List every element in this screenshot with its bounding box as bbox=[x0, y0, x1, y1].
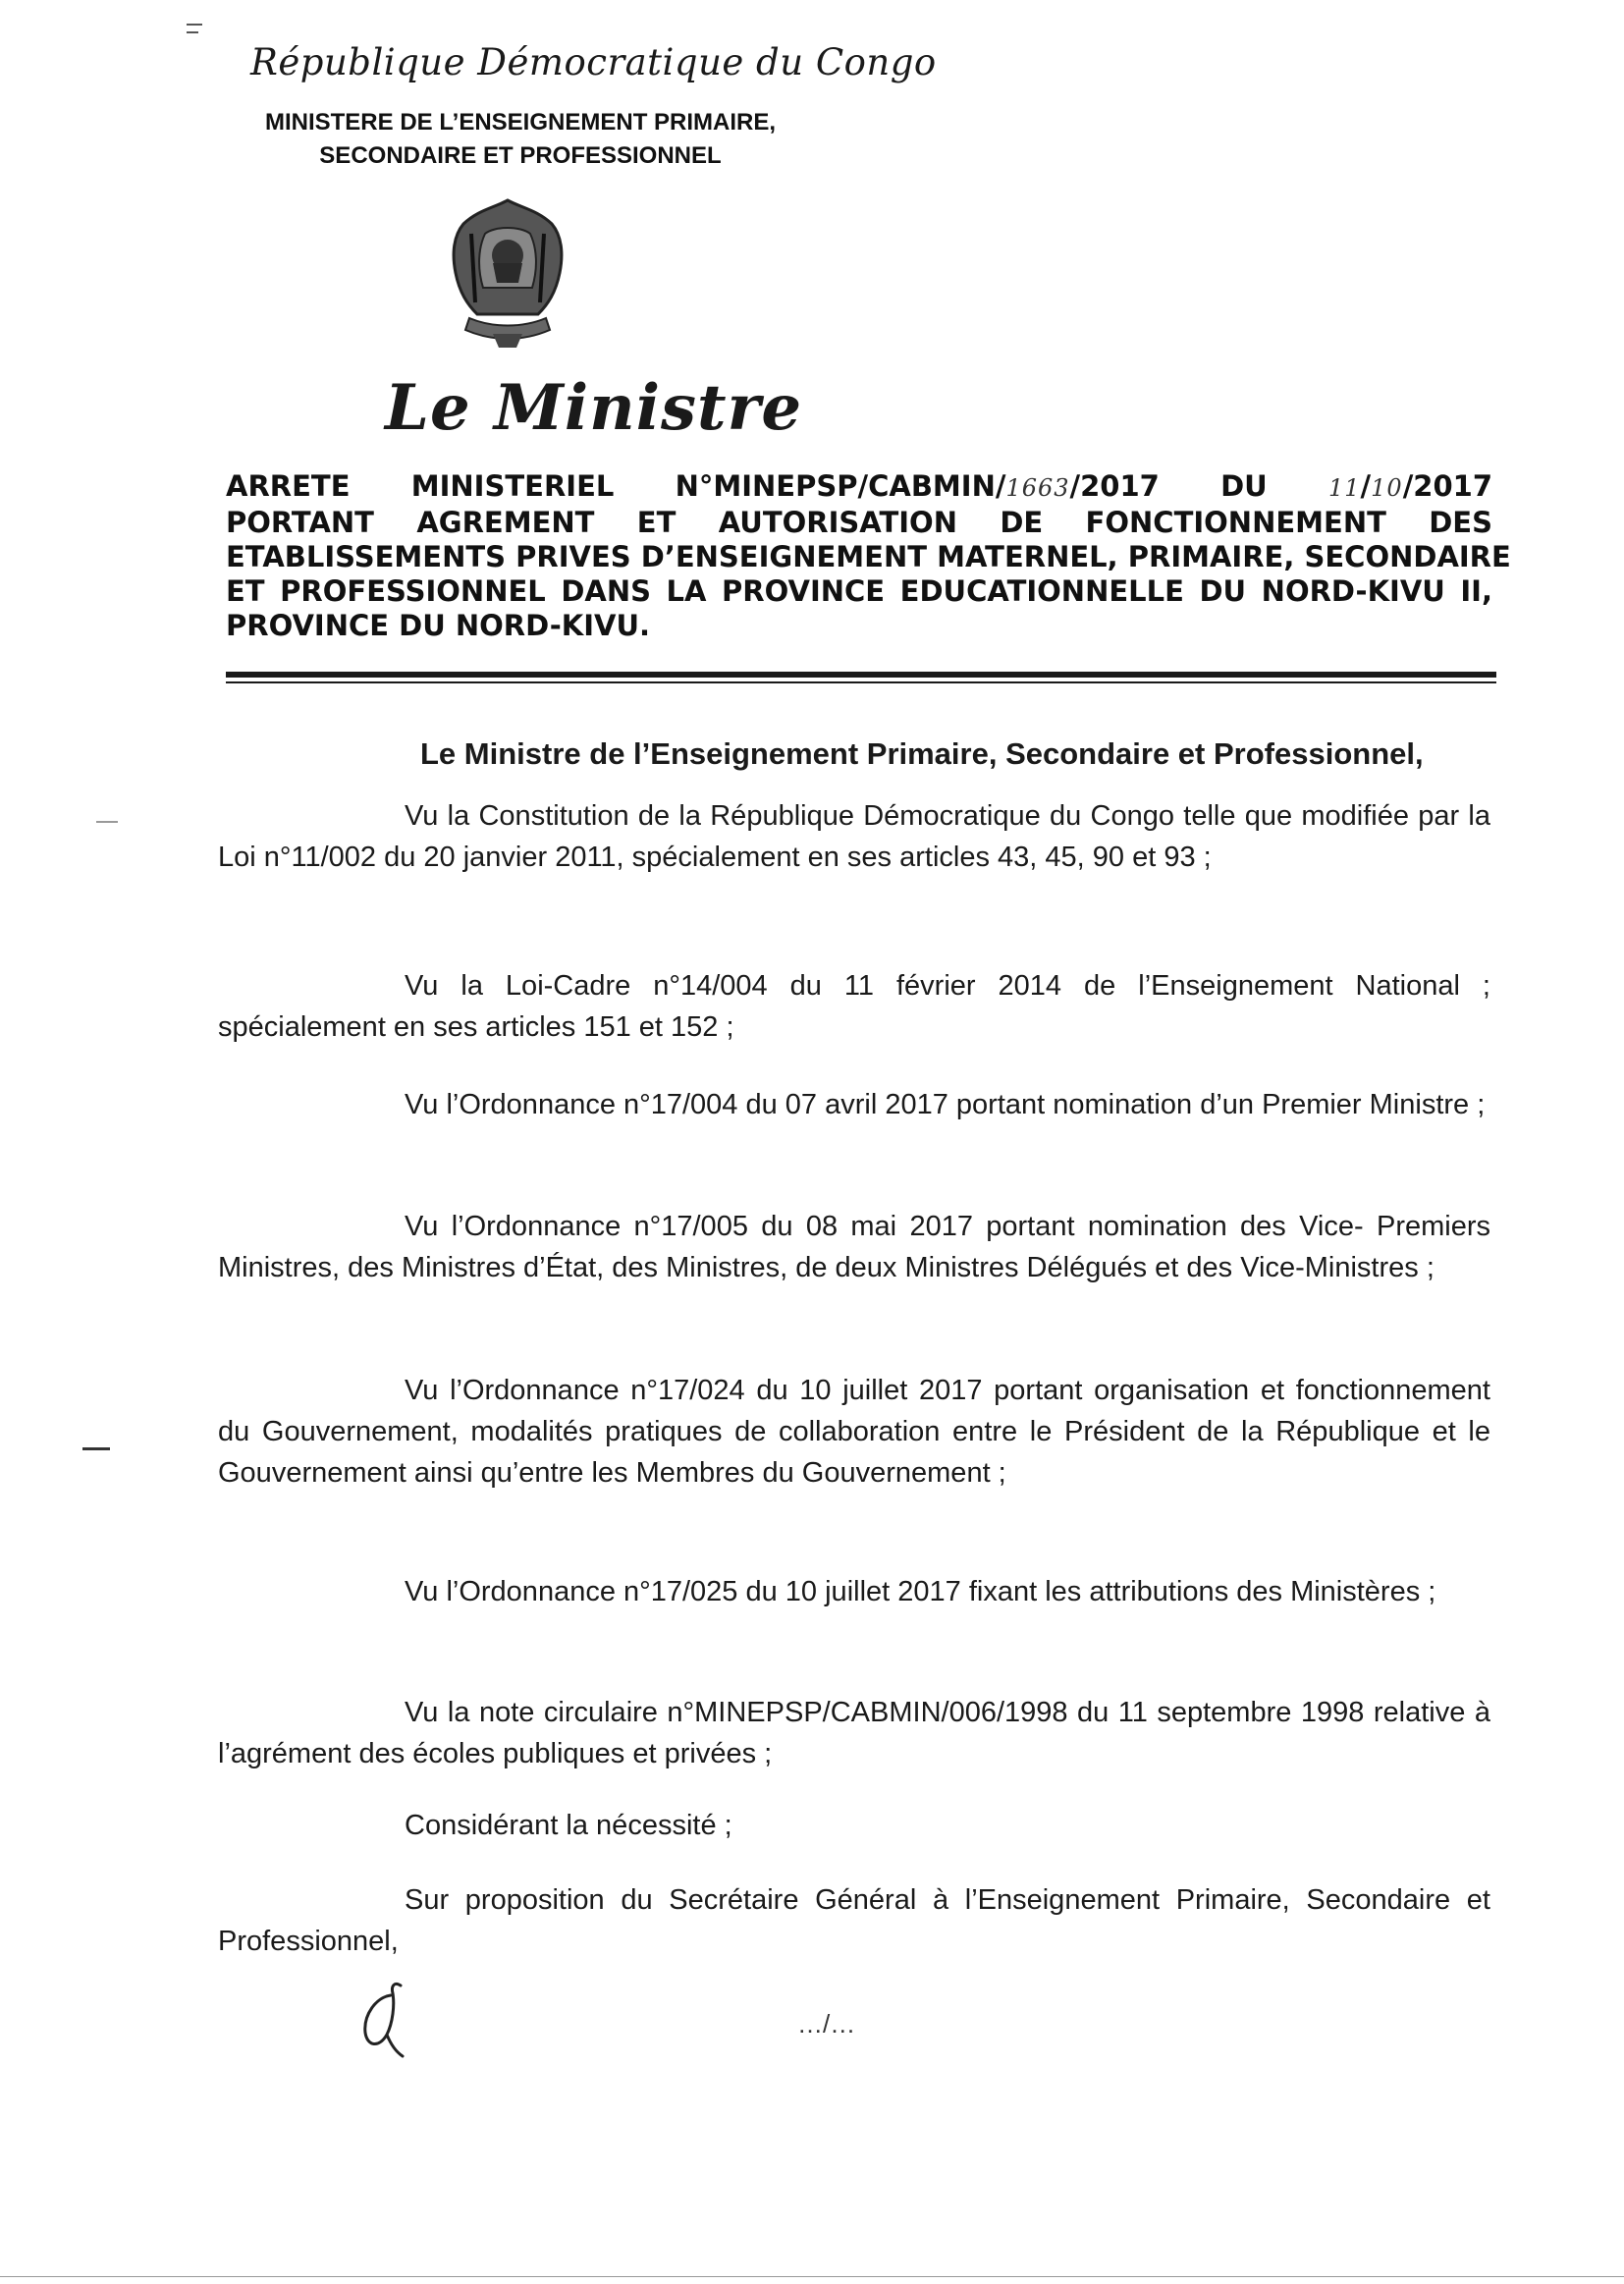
scan-mark-hole bbox=[82, 1447, 110, 1450]
handwritten-month: 10 bbox=[1371, 474, 1403, 502]
title-line-1: ARRETE MINISTERIEL N°MINEPSP/CABMIN/1663/2017 DU 11/10/2017 bbox=[226, 469, 1492, 503]
scan-mark-top-2 bbox=[187, 31, 198, 33]
handwritten-day: 11 bbox=[1328, 474, 1361, 502]
title-line-3: ETABLISSEMENTS PRIVES D’ENSEIGNEMENT MATERNEL, PRIMAIRE, SECONDAIRE bbox=[226, 540, 1511, 573]
paragraph-ordonnance-17-025: Vu l’Ordonnance n°17/025 du 10 juillet 2017 fixant les attributions des Ministères ; bbox=[405, 1576, 1436, 1607]
scan-mark-top bbox=[187, 24, 202, 26]
title-underline-thin bbox=[226, 681, 1496, 683]
scan-mark-left bbox=[96, 821, 118, 823]
handwritten-decree-number: 1663 bbox=[1005, 474, 1070, 502]
paragraph-note-circulaire: Vu la note circulaire n°MINEPSP/CABMIN/006/1998 du 11 septembre 1998 relative à l’agrément des écoles publiques et privées ; bbox=[218, 1697, 1490, 1769]
paragraph-sur-proposition: Sur proposition du Secrétaire Général à l’Enseignement Primaire, Secondaire et Professionnel, bbox=[218, 1884, 1490, 1957]
title-line-5: PROVINCE DU NORD-KIVU. bbox=[226, 609, 651, 642]
ministry-line-2: SECONDAIRE ET PROFESSIONNEL bbox=[319, 142, 722, 169]
ministry-line-1: MINISTERE DE L’ENSEIGNEMENT PRIMAIRE, bbox=[264, 109, 777, 136]
title-underline-thick bbox=[226, 672, 1496, 678]
minister-title: Le Ministre bbox=[385, 371, 803, 445]
paragraph-loi-cadre: Vu la Loi-Cadre n°14/004 du 11 février 2014 de l’Enseignement National ; spécialement en ses articles 151 et 152 ; bbox=[218, 970, 1490, 1043]
page-continuation: …/… bbox=[797, 2009, 856, 2039]
minister-heading: Le Ministre de l’Enseignement Primaire, Secondaire et Professionnel, bbox=[420, 736, 1424, 771]
paragraph-ordonnance-17-005: Vu l’Ordonnance n°17/005 du 08 mai 2017 portant nomination des Vice- Premiers Ministres, des Ministres d’État, des Ministres, de deux Ministres Délégués et des Vice-Ministres ; bbox=[218, 1211, 1491, 1283]
paragraph-constitution: Vu la Constitution de la République Démocratique du Congo telle que modifiée par la Loi n°11/002 du 20 janvier 2011, spécialement en ses articles 43, 45, 90 et 93 ; bbox=[218, 800, 1490, 873]
handwritten-initial bbox=[352, 1976, 420, 2064]
ministry-header bbox=[226, 106, 815, 173]
republic-header: République Démocratique du Congo bbox=[250, 41, 937, 83]
decree-title bbox=[226, 469, 1511, 643]
title-line-2: PORTANT AGREMENT ET AUTORISATION DE FONCTIONNEMENT DES bbox=[226, 506, 1492, 539]
scan-bottom-edge bbox=[0, 2276, 1624, 2277]
paragraph-considerant: Considérant la nécessité ; bbox=[405, 1810, 732, 1841]
paragraph-ordonnance-17-024: Vu l’Ordonnance n°17/024 du 10 juillet 2017 portant organisation et fonctionnement du Gouvernement, modalités pratiques de collaboration entre le Président de la République et le Gouvernement ainsi qu’entre les Membres du Gouvernement ; bbox=[218, 1375, 1490, 1489]
coat-of-arms-emblem bbox=[434, 194, 581, 352]
paragraph-ordonnance-17-004: Vu l’Ordonnance n°17/004 du 07 avril 2017 portant nomination d’un Premier Ministre ; bbox=[405, 1089, 1486, 1120]
title-line-4: ET PROFESSIONNEL DANS LA PROVINCE EDUCATIONNELLE DU NORD-KIVU II, bbox=[226, 574, 1492, 608]
